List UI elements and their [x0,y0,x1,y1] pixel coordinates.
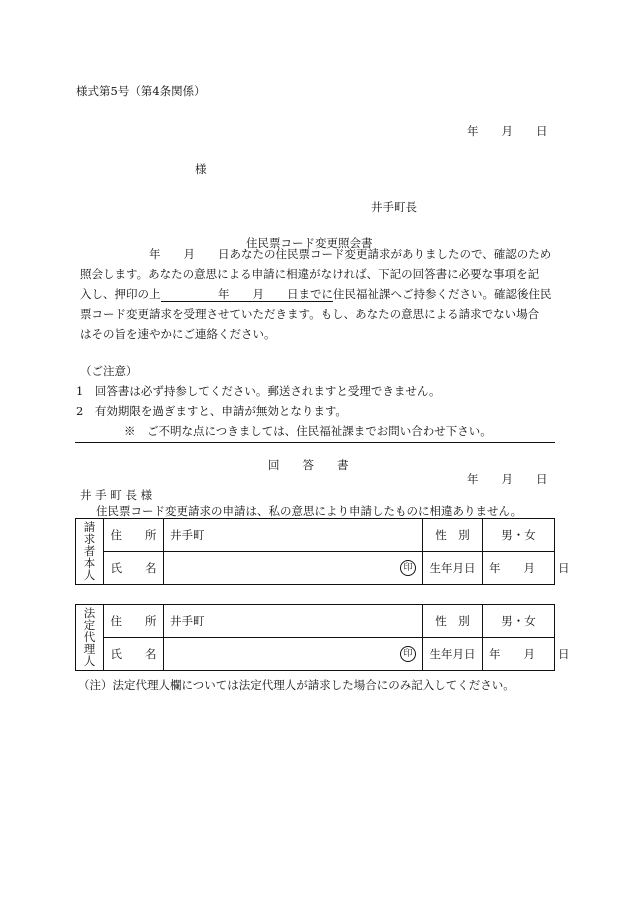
agent-side-label: 法定代理人 [76,605,104,671]
seal-icon: 印 [400,560,416,576]
note-item-2: 2 有効期限を過ぎますと、申請が無効となります。 [76,404,347,418]
issuer-name: 井手町長 [371,200,417,214]
applicant-address-field[interactable]: 井手町 [164,519,423,552]
inquiry-note: ※ ご不明な点につきましては、住民福祉課までお問い合わせ下さい。 [124,424,492,438]
applicant-name-field[interactable] [164,552,423,585]
intro-line-1: 年 月 日あなたの住民票コード変更請求がありましたので、確認のため [80,247,552,261]
document-title: 住民票コード変更照会書 [246,236,373,250]
agent-name-field[interactable] [164,638,423,671]
applicant-table [75,518,570,585]
reply-statement: 住民票コード変更請求の申請は、私の意思により申請したものに相違ありません。 [96,504,523,518]
agent-gender-label: 性 別 [423,605,483,638]
addressee-suffix: 様 [195,162,207,176]
agent-table [75,604,570,671]
reply-title: 回 答 書 [268,458,349,472]
applicant-birth-label: 生年月日 [423,552,483,585]
form-number: 様式第5号（第4条関係） [76,84,206,98]
agent-birth-label: 生年月日 [423,638,483,671]
applicant-name-label: 氏 名 [104,552,164,585]
note-item-1: 1 回答書は必ず持参してください。郵送されますと受理できません。 [76,384,441,398]
intro-line-3-suffix: 住民福祉課へご持参ください。確認後住民 [333,287,552,301]
notes-heading: （ご注意） [80,364,138,378]
footnote: （注）法定代理人欄については法定代理人が請求した場合にのみ記入してください。 [78,678,515,692]
agent-gender-field[interactable]: 男・女 [483,605,555,638]
applicant-gender-field[interactable]: 男・女 [483,519,555,552]
agent-name-label: 氏 名 [104,638,164,671]
intro-line-2: 照会します。あなたの意思による申請に相違がなければ、下記の回答書に必要な事項を記 [80,267,540,281]
applicant-gender-label: 性 別 [423,519,483,552]
applicant-address-label: 住 所 [104,519,164,552]
reply-date: 年 月 日 [467,472,548,486]
reply-addressee: 井 手 町 長 様 [80,488,153,502]
applicant-side-label: 請求者本人 [76,519,104,585]
section-divider [75,442,555,443]
header-date: 年 月 日 [467,124,548,138]
intro-line-3-prefix: 入し、押印の上 [80,287,161,301]
deadline-blank: 年 月 日までに [160,287,333,301]
agent-address-field[interactable]: 井手町 [164,605,423,638]
seal-icon: 印 [400,646,416,662]
applicant-birth-field[interactable]: 年 月 日 [483,552,555,585]
intro-line-5: はその旨を速やかにご連絡ください。 [80,327,276,341]
intro-line-4: 票コード変更請求を受理させていただきます。もし、あなたの意思による請求でない場合 [80,307,540,321]
intro-paragraph [80,244,554,344]
agent-birth-field[interactable]: 年 月 日 [483,638,555,671]
agent-address-label: 住 所 [104,605,164,638]
